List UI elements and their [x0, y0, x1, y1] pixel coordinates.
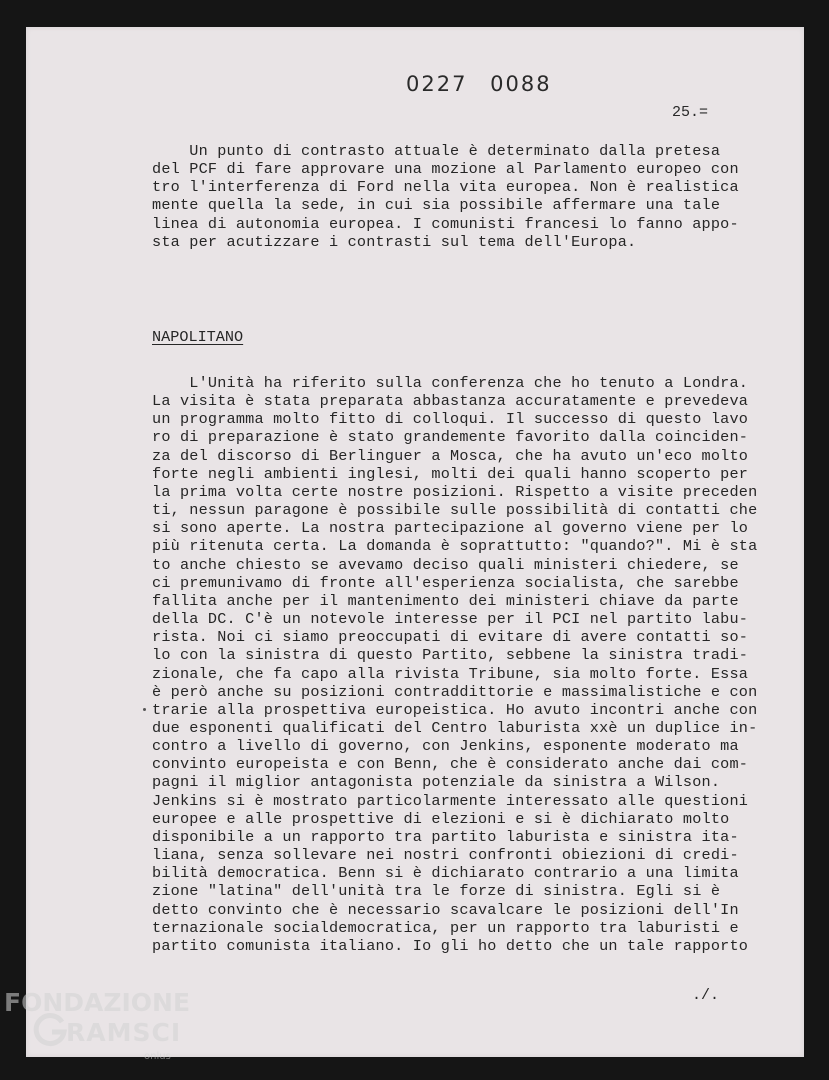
watermark-suffix: onlus [144, 1051, 171, 1062]
archive-number: 0227 0088 [406, 72, 552, 96]
page-number: 25.= [672, 104, 709, 121]
continuation-mark: ./. [692, 987, 720, 1004]
paragraph-pcf: Un punto di contrasto attuale è determinato dalla pretesa del PCF di fare approvare una mozione al Parlamento europeo con tro l'interferenza di Ford nella vita europea. Non è realistica mente quella la sede, in cui sia possibile affermare una tale linea di autonomia europea. I comunisti francesi lo fanno appo- sta per acutizzare i contrasti sul tema dell'Europa. [152, 142, 739, 251]
gramsci-g-logo-icon [32, 1012, 68, 1048]
margin-mark [143, 708, 146, 711]
fondazione-gramsci-watermark [4, 988, 204, 1074]
watermark-line2: RAMSCI [66, 1018, 182, 1047]
speaker-heading: NAPOLITANO [152, 328, 244, 346]
paragraph-napolitano: L'Unità ha riferito sulla conferenza che ho tenuto a Londra. La visita è stata preparata abbastanza accuratamente e prevedeva un programma molto fitto di colloqui. Il successo di questo lavo ro di preparazione è stato grandemente favorito dalla coinciden- za del discorso di Berlinguer a Mosca, che ha avuto un'eco molto forte negli ambienti inglesi, molti dei quali hanno scoperto per la prima volta certe nostre posizioni. Rispetto a visite preceden ti, nessun paragone è possibile sulle possibilità di contatti che si sono aperte. La nostra partecipazione al governo viene per lo più ritenuta certa. La domanda è soprattutto: "quando?". Mi è sta to anche chiesto se avevamo deciso quali ministeri chiedere, se ci premunivamo di fronte all'esperienza socialista, che sarebbe fallita anche per il mantenimento dei ministeri chiave da parte della DC. C'è un notevole interesse per il PCI nel partito labu- rista. Noi ci siamo preoccupati di evitare di avere contatti so- lo con la sinistra di questo Partito, sebbene la sinistra tradi- zionale, che fa capo alla rivista Tribune, sia molto forte. Essa è però anche su posizioni contraddittorie e massimalistiche e con trarie alla prospettiva europeistica. Ho avuto incontri anche con due esponenti qualificati del Centro laburista xxè un duplice in- contro a livello di governo, con Jenkins, esponente moderato ma convinto europeista e con Benn, che è considerato anche dai com- pagni il miglior antagonista potenziale da sinistra a Wilson. Jenkins si è mostrato particolarmente interessato alle questioni europee e alle prospettive di elezioni e si è dichiarato molto disponibile a un rapporto tra partito laburista e sinistra ita- liana, senza sollevare nei nostri confronti obiezioni di credi- bilità democratica. Benn si è dichiarato contrario a una limita zione "latina" dell'unità tra le forze di sinistra. Egli si è detto convinto che è necessario scavalcare le posizioni dell'In ternazionale socialdemocratica, per un rapporto tra laburisti e partito comunista italiano. Io gli ho detto che un tale rapporto [152, 374, 758, 955]
watermark-line1: FONDAZIONE [4, 988, 191, 1017]
